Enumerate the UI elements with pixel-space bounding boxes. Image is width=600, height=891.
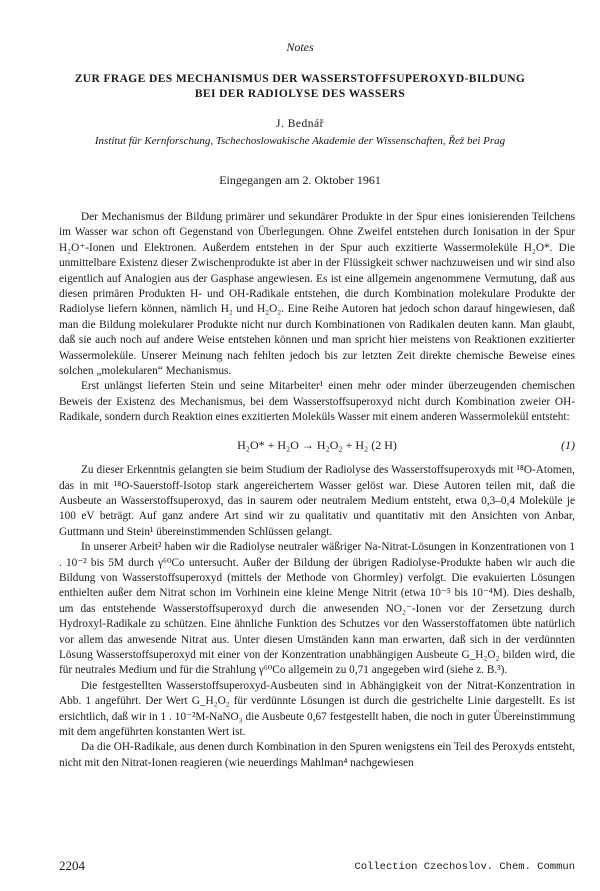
received-date: Eingegangen am 2. Oktober 1961 <box>219 173 381 187</box>
title-line: ZUR FRAGE DES MECHANISMUS DER WASSERSTOFFSUPEROXYD-BILDUNG <box>74 73 526 85</box>
body-paragraph: Zu dieser Erkenntnis gelangten sie beim Studium der Radiolyse des Wasserstoffsuperoxyds mit ¹⁸O-Atomen, das in mit ¹⁸O-Sauerstoff-Isotop stark angereichertem Wasser gelöst war. Diese Autoren teilen mit, daß die Ausbeute an Wasserstoffsuperoxyd, das in saurem oder neutralem Medium entsteht, etwa 0,3–0,4 Moleküle je 100 eV beträgt. Auf ganz andere Art sind wir zu qualitativ und quantitativ mit den Ansichten von Anbar, Guttmann und Stein¹ übereinstimmenden Schlüssen gelangt. <box>59 464 575 538</box>
equation-text: H₂O* + H₂O → H₂O₂ + H₂ (2 H) <box>237 437 397 452</box>
body-paragraph: Der Mechanismus der Bildung primärer und sekundärer Produkte in der Spur eines ionisierenden Teilchens im Wasser war schon oft Gegenstand von Überlegungen. Ohne Zweifel entstehen durch Ionisation in der Spur H₂O⁺-Ionen und Elektronen. Außerdem entstehen in der Spur auch exzitierte Wassermoleküle H₂O*. Die unmittelbare Existenz dieser Zwischenprodukte ist aber in der Flüssigkeit schwer nachzuweisen und wir sind also eigentlich auf Analogien aus der Gasphase angewiesen. Es ist eine allgemein angenommene Vermutung, daß aus diesen primären Produkten H- und OH-Radikale entstehen, die durch Kombination molekulare Produkte der Radiolyse liefern können, nämlich H₂ und H₂O₂. Eine Reihe Autoren hat jedoch schon darauf hingewiesen, daß man die Bildung molekularer Produkte nicht nur durch Kombinationen von Radikalen deuten kann. Man glaubt, daß sie auch noch auf andere Weise entstehen können und man spricht hier meistens von Reaktionen exzitierter Wassermoleküle. Unserer Meinung nach fehlten jedoch bis zur letzten Zeit direkte chemische Beweise eines solchen „molekularen“ Mechanismus. <box>59 211 575 378</box>
body-paragraph: In unserer Arbeit² haben wir die Radiolyse neutraler wäßriger Na-Nitrat-Lösungen in Konzentrationen von 1 . 10⁻² bis 5M durch γ⁶⁰Co untersucht. Außer der Bildung der übrigen Radiolyse-Produkte haben wir auch die Bildung von Wasserstoffsuperoxyd (mittels der Methode von Ghormley) verfolgt. Die evakuierten Lösungen enthielten außer dem Nitrat schon im Vorhinein eine kleine Menge Nitrit (etwa 10⁻⁵ bis 10⁻⁴M). Dies deshalb, um das entstehende Wasserstoffsuperoxyd durch die anwesenden NO₂⁻-Ionen vor der Zersetzung durch Hydroxyl-Radikale zu schützen. Eine ähnliche Funktion des Schutzes vor den Wasserstoffatomen übte natürlich vor allem das anwesende Nitrat aus. Unter diesen Umständen kann man erwarten, daß sich in der verdünnten Lösung Wasserstoffsuperoxyd mit einer von der Konzentration unabhängigen Ausbeute G_H₂O₂ bilden wird, die für neutrales Medium und für die Strahlung γ⁶⁰Co allgemein zu 0,71 angegeben wird (siehe z. B.³). <box>59 541 575 677</box>
chemical-equation <box>59 438 575 453</box>
author-affiliation: Institut für Kernforschung, Tschechoslowakische Akademie der Wissenschaften, Řež bei Prag <box>94 135 506 147</box>
article-title <box>50 72 550 102</box>
body-paragraph: Die festgestellten Wasserstoffsuperoxyd-Ausbeuten sind in Abhängigkeit von der Nitrat-Konzentration in Abb. 1 angeführt. Der Wert G_H₂O₂ für verdünnte Lösungen ist durch die gestrichelte Linie dargestellt. Es ist ersichtlich, daß wir in 1 . 10⁻²M-NaNO₃ die Ausbeute 0,67 festgestellt haben, die noch in guter Übereinstimmung mit dem angeführten konstanten Wert ist. <box>59 679 575 738</box>
section-label: Notes <box>286 40 314 54</box>
equation-number: (1) <box>561 437 575 452</box>
page-number: 2204 <box>59 858 85 873</box>
journal-name: Collection Czechoslov. Chem. Commun <box>354 861 575 873</box>
author-name: J. Bednář <box>276 118 324 130</box>
title-line: BEI DER RADIOLYSE DES WASSERS <box>194 88 406 100</box>
article-body <box>59 210 575 771</box>
body-paragraph: Erst unlängst lieferten Stein und seine Mitarbeiter¹ einen mehr oder minder überzeugenden chemischen Beweis der Existenz des Mechanismus, bei dem Wasserstoffsuperoxyd nicht durch Kombination zweier OH-Radikale, sondern durch Reaktion eines exzitierten Moleküls Wasser mit einem anderen Wassermolekül entsteht: <box>59 380 575 424</box>
body-paragraph: Da die OH-Radikale, aus denen durch Kombination in den Spuren wenigstens ein Teil des Peroxyds entsteht, nicht mit den Nitrat-Ionen reagieren (wie neuerdings Mahlman⁴ nachgewiesen <box>59 741 575 769</box>
